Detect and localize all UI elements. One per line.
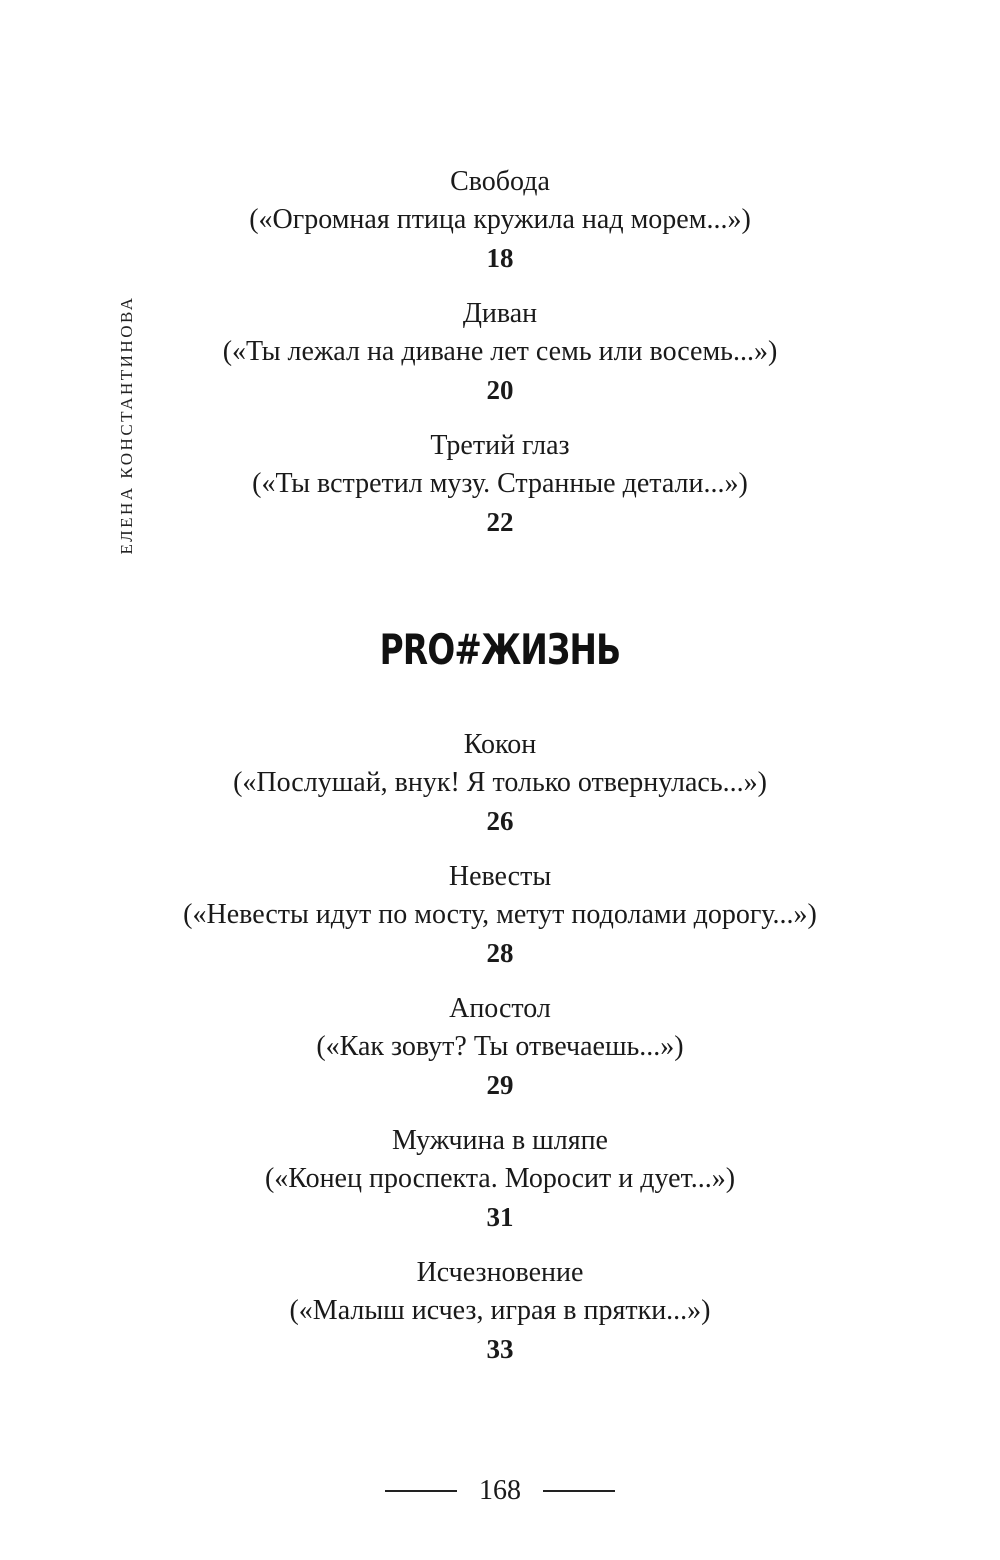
toc-entry-first-line: («Малыш исчез, играя в прятки...») [289,1295,711,1326]
toc-entry-title: Диван [462,298,538,329]
page-footer [0,1475,1000,1507]
toc-entry-first-line: («Огромная птица кружила над морем...») [249,204,751,235]
footer-rule-right [543,1490,615,1492]
running-head-author: ЕЛЕНА КОНСТАНТИНОВА [117,295,136,555]
toc-entry-page: 29 [486,1070,514,1100]
toc-entry-title: Исчезновение [416,1257,584,1288]
toc-entry-page: 20 [486,375,514,405]
toc-entry-page: 22 [486,507,514,537]
toc-entry-title: Третий глаз [430,430,570,461]
toc-entry-title: Свобода [450,166,550,197]
toc-entry [0,163,1000,277]
toc-entry-title: Мужчина в шляпе [391,1125,608,1156]
toc-entry [0,858,1000,972]
toc-entry [0,1122,1000,1236]
toc-entry-title: Кокон [463,729,537,760]
toc-entry [0,990,1000,1104]
toc-entry [0,726,1000,840]
toc-entry-first-line: («Невесты идут по мосту, метут подолами дорогу...») [183,899,817,930]
toc-entry-page: 26 [486,806,514,836]
toc-entry-page: 31 [486,1202,514,1232]
footer-rule-left [385,1490,457,1492]
section-title: PRO#ЖИЗНЬ [379,625,621,674]
toc-block-top [0,163,1000,541]
page-number: 168 [479,1475,521,1506]
toc-block-bottom [0,726,1000,1368]
toc-entry-page: 18 [486,243,514,273]
toc-entry-page: 33 [486,1334,514,1364]
toc-entry-first-line: («Послушай, внук! Я только отвернулась...») [233,767,767,798]
toc-entry-title: Невесты [448,861,552,892]
toc-entry [0,427,1000,541]
toc-entry-first-line: («Конец проспекта. Моросит и дует...») [264,1163,736,1194]
toc-entry-page: 28 [486,938,514,968]
toc-entry-first-line: («Как зовут? Ты отвечаешь...») [316,1031,684,1062]
toc-entry-first-line: («Ты лежал на диване лет семь или восемь...») [222,336,778,367]
toc-entry [0,1254,1000,1368]
toc-entry-title: Апостол [449,993,551,1024]
toc-entry [0,295,1000,409]
toc-entry-first-line: («Ты встретил музу. Странные детали...») [252,468,748,499]
